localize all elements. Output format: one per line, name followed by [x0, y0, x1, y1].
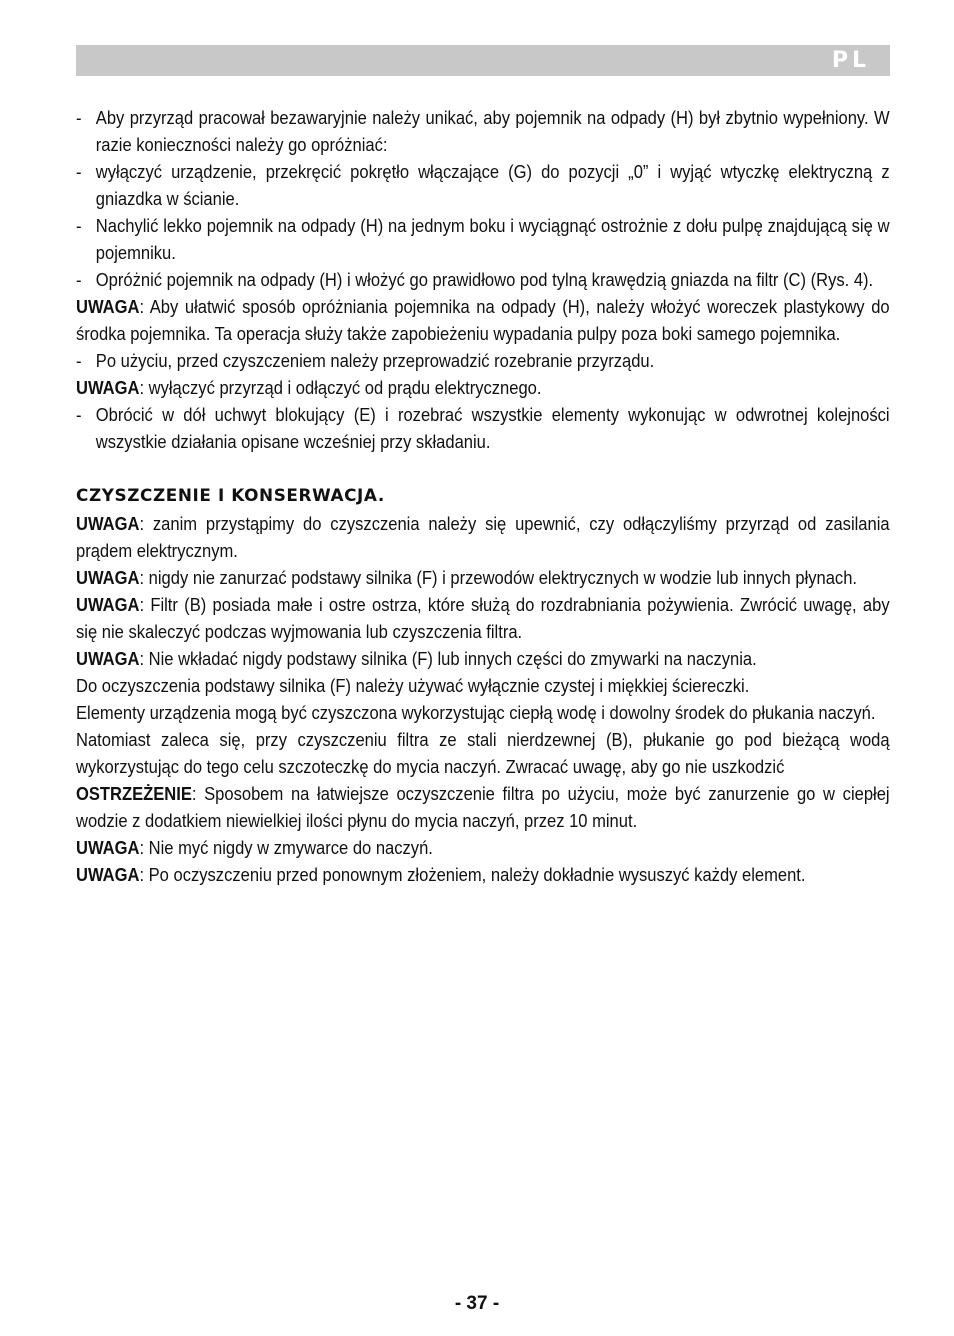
note-paragraph	[76, 293, 890, 347]
warning-text: : Sposobem na łatwiejsze oczyszczenie filtra po użyciu, może być zanurzenie go w ciepłej wodzie z dodatkiem niewielkiej ilości płynu do mycia naczyń, przez 10 minut.	[76, 783, 890, 831]
bullet-text: Obrócić w dół uchwyt blokujący (E) i rozebrać wszystkie elementy wykonując w odwrotnej kolejności wszystkie działania opisane wcześniej przy składaniu.	[95, 404, 890, 452]
note-paragraph	[76, 591, 890, 645]
bullet-dash: -	[76, 350, 82, 371]
section-heading: CZYSZCZENIE I KONSERWACJA.	[76, 486, 385, 506]
note-label: UWAGA	[76, 837, 140, 858]
note-label: UWAGA	[76, 513, 140, 534]
bullet-dash: -	[76, 107, 82, 128]
note-text: : Po oczyszczeniu przed ponownym złożeniem, należy dokładnie wysuszyć każdy element.	[139, 864, 806, 885]
note-paragraph	[76, 510, 890, 564]
note-paragraph	[76, 645, 890, 672]
note-text: : Nie wkładać nigdy podstawy silnika (F) lub innych części do zmywarki na naczynia.	[139, 648, 757, 669]
note-text: : nigdy nie zanurzać podstawy silnika (F) i przewodów elektrycznych w wodzie lub innych płynach.	[139, 567, 858, 588]
note-text: : Nie myć nigdy w zmywarce do naczyń.	[139, 837, 433, 858]
note-paragraph	[76, 861, 890, 888]
bullet-item	[76, 347, 890, 374]
bullet-item	[76, 104, 890, 158]
body-paragraph: Do oczyszczenia podstawy silnika (F) należy używać wyłącznie czystej i miękkiej ściereczki.	[76, 675, 750, 696]
bullet-text: Po użyciu, przed czyszczeniem należy przeprowadzić rozebranie przyrządu.	[95, 350, 655, 371]
bullet-dash: -	[76, 269, 82, 290]
body-paragraph: Elementy urządzenia mogą być czyszczona wykorzystując ciepłą wodę i dowolny środek do płukania naczyń.	[76, 702, 876, 723]
bullet-dash: -	[76, 404, 82, 425]
language-code: PL	[831, 48, 870, 73]
note-text: : wyłączyć przyrząd i odłączyć od prądu elektrycznego.	[139, 377, 542, 398]
bullet-text: Aby przyrząd pracował bezawaryjnie należy unikać, aby pojemnik na odpady (H) był zbytnio wypełniony. W razie konieczności należy go opróżniać:	[95, 107, 890, 155]
note-label: UWAGA	[76, 594, 140, 615]
note-label: UWAGA	[76, 648, 140, 669]
note-text: : Aby ułatwić sposób opróżniania pojemnika na odpady (H), należy włożyć woreczek plastykowy do środka pojemnika. Ta operacja służy także zapobieżeniu wypadania pulpy poza boki samego pojemnika.	[76, 296, 890, 344]
bullet-dash: -	[76, 215, 82, 236]
bullet-item	[76, 266, 890, 293]
warning-paragraph	[76, 780, 890, 834]
note-paragraph	[76, 374, 890, 401]
bullet-text: Opróżnić pojemnik na odpady (H) i włożyć go prawidłowo pod tylną krawędzią gniazda na filtr (C) (Rys. 4).	[95, 269, 874, 290]
page-content	[76, 104, 890, 888]
note-label: UWAGA	[76, 377, 140, 398]
note-label: UWAGA	[76, 296, 140, 317]
page-number: - 37 -	[454, 1293, 500, 1314]
note-text: : Filtr (B) posiada małe i ostre ostrza, które służą do rozdrabniania pożywienia. Zwrócić uwagę, aby się nie skaleczyć podczas wyjmowania lub czyszczenia filtra.	[76, 594, 890, 642]
note-text: : zanim przystąpimy do czyszczenia należy się upewnić, czy odłączyliśmy przyrząd od zasilania prądem elektrycznym.	[76, 513, 890, 561]
warning-label: OSTRZEŻENIE	[76, 783, 192, 804]
bullet-dash: -	[76, 161, 82, 182]
body-paragraph: Natomiast zaleca się, przy czyszczeniu filtra ze stali nierdzewnej (B), płukanie go pod bieżącą wodą wykorzystując do tego celu szczoteczkę do mycia naczyń. Zwracać uwagę, aby go nie uszkodzić	[76, 729, 890, 777]
language-header-bar	[76, 45, 890, 76]
bullet-text: Nachylić lekko pojemnik na odpady (H) na jednym boku i wyciągnąć ostrożnie z dołu pulpę znajdującą się w pojemniku.	[95, 215, 890, 263]
bullet-item	[76, 401, 890, 455]
bullet-item	[76, 158, 890, 212]
bullet-item	[76, 212, 890, 266]
note-label: UWAGA	[76, 864, 140, 885]
bullet-text: wyłączyć urządzenie, przekręcić pokrętło włączające (G) do pozycji „0” i wyjąć wtyczkę elektryczną z gniazdka w ścianie.	[95, 161, 890, 209]
note-paragraph	[76, 834, 890, 861]
note-paragraph	[76, 564, 890, 591]
note-label: UWAGA	[76, 567, 140, 588]
